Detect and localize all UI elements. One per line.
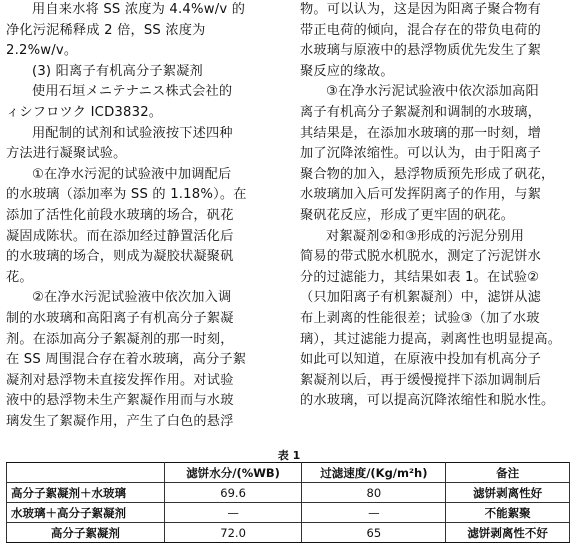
text-line: 简易的带式脱水机脱水，测定了污泥饼水 (300, 249, 541, 265)
table-cell: 滤饼剥离性好 (446, 483, 570, 503)
text-line: ②在净水污泥试验液中依次加入调 (32, 290, 232, 306)
text-line: 水玻璃与原液中的悬浮物质优先发生了絮 (300, 43, 541, 59)
text-line: 离子有机高分子絮凝剂和调制的水玻璃， (300, 104, 541, 120)
table-row (7, 483, 570, 503)
text-line: ①在净水污泥的试验液中加调配后 (32, 166, 232, 182)
table-header-row (7, 463, 570, 483)
text-line: 如此可以知道，在原液中投加有机高分子 (300, 352, 541, 368)
text-line: 分的过滤能力，其结果如表 1。在试验② (300, 269, 540, 285)
table-header-cell: 备注 (446, 463, 570, 483)
text-line: （只加阳离子有机絮凝剂）中，滤饼从滤 (300, 290, 541, 306)
text-line: 聚矾花反应，形成了更牢固的矾花。 (300, 207, 515, 223)
row-label: 水玻璃＋高分子絮凝剂 (7, 503, 165, 523)
text-line: 聚反应的缘故。 (300, 63, 394, 79)
text-line: 2.2%w/v。 (6, 43, 78, 59)
text-line: 凝剂对悬浮物未直接发挥作用。对试验 (6, 372, 234, 388)
table-cell: — (164, 503, 302, 523)
table-cell: — (302, 503, 446, 523)
row-label: 高分子絮凝剂 (7, 523, 165, 543)
text-line: 的水玻璃（添加率为 SS 的 1.18%）。在 (6, 187, 247, 203)
table-caption: 表 1 (277, 449, 301, 462)
text-line: 加了沉降浓缩性。可以认为，由于阳离子 (300, 146, 541, 162)
text-line: 花。 (6, 269, 33, 285)
text-line: 制的水玻璃和高阳离子有机高分子絮凝 (6, 310, 234, 326)
text-line: 方法进行凝聚试验。 (6, 146, 127, 162)
table-cell: 80 (302, 483, 446, 503)
table-row (7, 523, 570, 543)
section-heading: (3) 阳离子有机高分子絮凝剂 (32, 63, 203, 79)
text-line: ③在净水污泥试验液中依次添加高阳 (326, 84, 539, 100)
table-header-cell (7, 463, 165, 483)
table-header-cell: 过滤速度/(Kg/m²h) (302, 463, 446, 483)
text-line: 布上剥离的性能很差；试验③（加了水玻 (300, 310, 540, 326)
text-line: 使用石垣メニテナニス株式会社的 (32, 84, 233, 100)
left-column (6, 0, 282, 432)
text-line: 在 SS 周围混合存在着水玻璃，高分子絮 (6, 352, 247, 368)
text-line: 带正电荷的倾向，混合存在的带负电荷的 (300, 22, 541, 38)
text-line: 璃发生了絮凝作用，产生了白色的悬浮 (6, 413, 234, 429)
text-line: 添加了活性化前段水玻璃的场合，矾花 (6, 207, 234, 223)
table-cell: 65 (302, 523, 446, 543)
text-line: 对絮凝剂②和③形成的污泥分别用 (326, 228, 525, 244)
text-line: 璃），其过滤能力提高，剥离性也明显提高。 (300, 331, 562, 347)
text-line: 物。可以认为，这是因为阳离子聚合物有 (300, 2, 541, 17)
text-line: 水玻璃加入后可发挥阴离子的作用，与絮 (300, 187, 541, 203)
text-line: 净化污泥稀释成 2 倍，SS 浓度为 (6, 22, 206, 38)
text-line: 液中的悬浮物未生产絮凝作用而与水玻 (6, 393, 234, 409)
table-cell: 69.6 (164, 483, 302, 503)
row-label: 高分子絮凝剂＋水玻璃 (7, 483, 165, 503)
text-line: 剂。在添加高分子絮凝剂的那一时刻， (6, 331, 234, 347)
text-line: 絮凝剂以后，再于缓慢搅拌下添加调制后 (300, 372, 541, 388)
table-header-cell: 滤饼水分/(%WB) (164, 463, 302, 483)
text-line: 用自来水将 SS 浓度为 4.4%w/v 的 (32, 2, 246, 17)
text-line: 的水玻璃的场合，则成为凝胶状凝聚矾 (6, 249, 234, 265)
results-table (6, 462, 570, 543)
table-row (7, 503, 570, 523)
text-line: 凝固成陈状。而在添加经过静置活化后 (6, 228, 234, 244)
text-line: 其结果是，在添加水玻璃的那一时刻，增 (300, 125, 541, 141)
table-cell: 72.0 (164, 523, 302, 543)
right-column (300, 0, 576, 412)
text-line: 聚合物的加入，悬浮物质预先形成了矾花， (300, 166, 555, 182)
text-line: 用配制的试剂和试验液按下述四种 (32, 125, 233, 141)
table-cell: 滤饼剥离性不好 (446, 523, 570, 543)
text-line: ィシフロツク ICD3832。 (6, 104, 163, 120)
text-line: 的水玻璃，可以提高沉降浓缩性和脱水性。 (300, 393, 555, 409)
table-cell: 不能絮聚 (446, 503, 570, 523)
